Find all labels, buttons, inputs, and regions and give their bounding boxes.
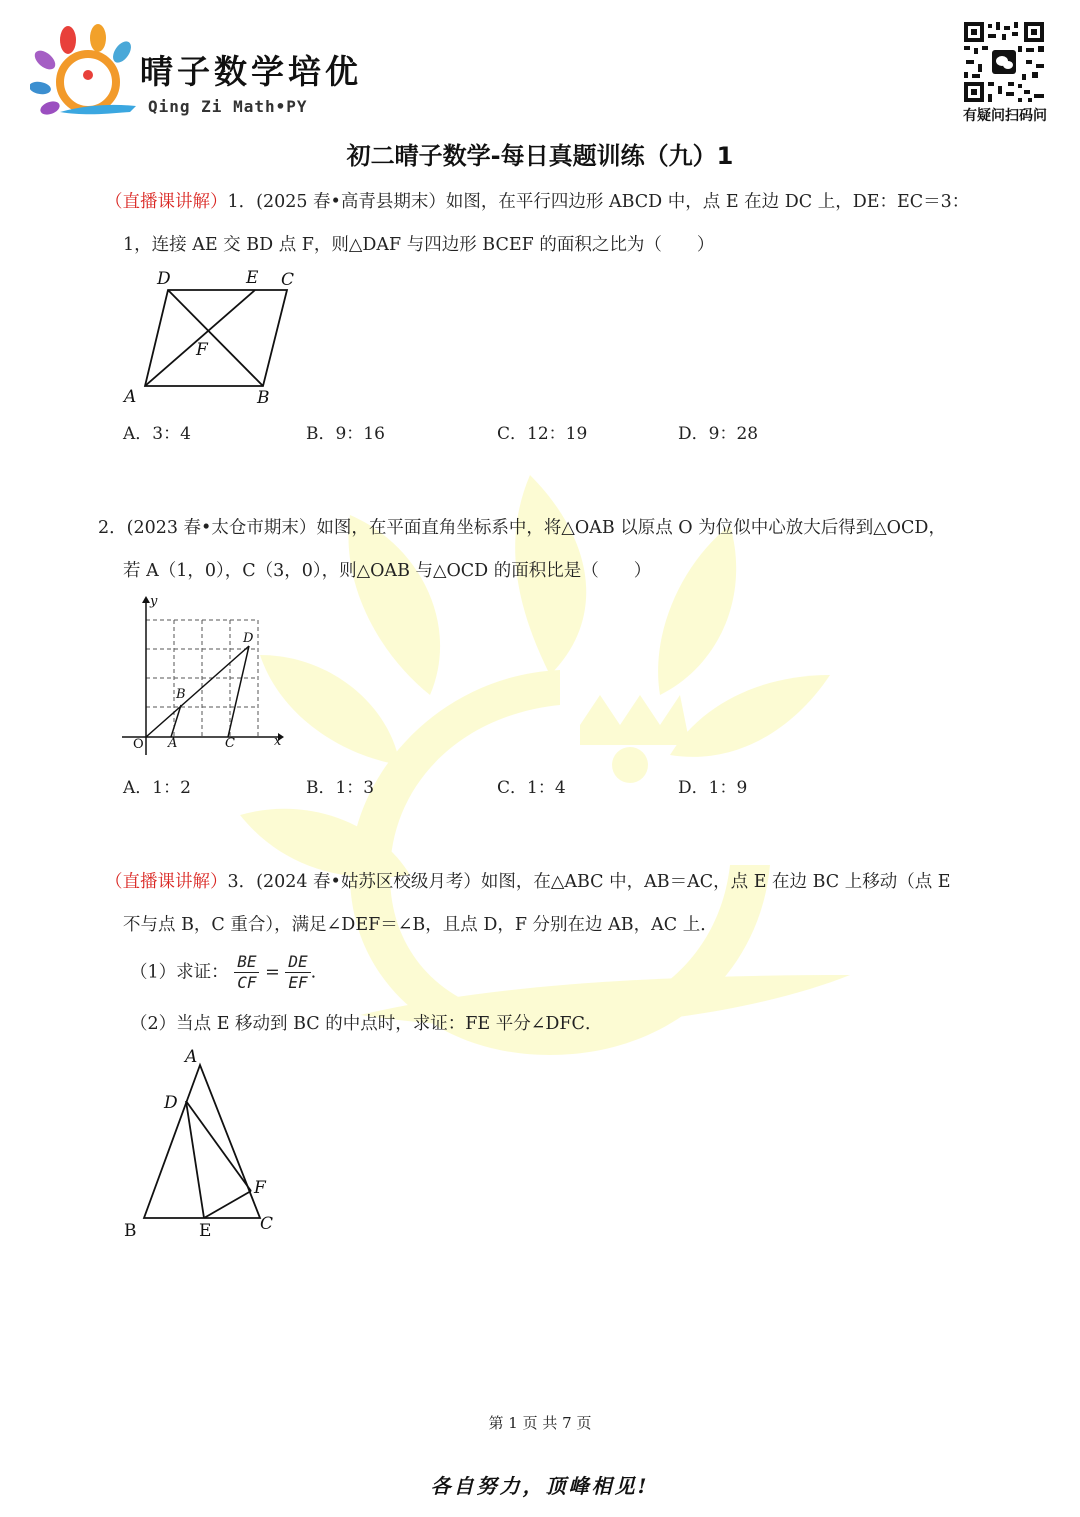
q1-stem-1: 1．(2025 春•高青县期末）如图，在平行四边形 ABCD 中，点 E 在边 DC 上，DE：EC＝3： [227,192,970,212]
q1-label-A: A [124,387,137,407]
q3-label-A: A [185,1047,198,1067]
q3-line1 [105,870,951,894]
q1-option-c[interactable]: C．12：19 [497,424,588,444]
q3-triangle-figure [118,1045,288,1245]
q3-label-C: C [260,1214,274,1234]
q1-label-C: C [281,270,295,290]
q2-label-D: D [243,631,254,646]
brand-logo [30,20,140,120]
q2-label-A: A [168,736,178,751]
q1-tag: （直播课讲解） [105,192,228,212]
qr-caption: 有疑问扫码问 [963,108,1047,124]
q1-label-D: D [157,269,171,289]
q1-option-d[interactable]: D．9：28 [678,424,759,444]
page-number: 第 1 页 共 7 页 [488,1414,592,1432]
q2-option-d[interactable]: D．1：9 [678,778,748,798]
q1-label-E: E [246,268,259,288]
q1-label-F: F [196,340,208,360]
q2-label-x: x [274,734,282,749]
q3-part1 [130,952,316,993]
q3-stem-1: 3．(2024 春•姑苏区校级月考）如图，在△ABC 中，AB＝AC，点 E 在边 BC 上移动（点 E [227,872,951,892]
q2-stem-1: 2．(2023 春•太仓市期末）如图，在平面直角坐标系中，将△OAB 以原点 O 为位似中心放大后得到△OCD， [98,518,946,538]
q3-label-F: F [254,1178,266,1198]
q3-label-D: D [164,1093,178,1113]
qr-code[interactable] [962,20,1046,104]
q2-label-C: C [225,736,235,751]
q3-label-E: E [199,1221,212,1241]
q3-frac2-numerator: DE [285,952,310,973]
q3-frac1-numerator: BE [234,952,259,973]
q2-option-b[interactable]: B．1：3 [306,778,375,798]
q3-part1-prefix: （1）求证： [130,962,229,983]
q3-fraction-de-ef [285,952,310,993]
q3-frac2-denominator: EF [288,973,308,992]
q2-label-y: y [150,594,158,609]
q3-frac1-denominator: CF [237,973,257,992]
q2-stem-2: 若 A（1，0），C（3，0），则△OAB 与△OCD 的面积比是（ ） [123,561,652,581]
q1-option-a[interactable]: A．3：4 [123,424,191,444]
q1-line1 [105,190,969,214]
brand-name-en: Qing Zi Math•PY [148,97,308,116]
q3-stem-2: 不与点 B，C 重合），满足∠DEF＝∠B，且点 D，F 分别在边 AB，AC 上． [123,915,718,935]
q3-part2: （2）当点 E 移动到 BC 的中点时，求证：FE 平分∠DFC． [130,1014,603,1034]
q1-label-B: B [257,388,270,408]
watermark-logo [230,455,860,1055]
q2-option-a[interactable]: A．1：2 [123,778,191,798]
q2-label-O: O [133,737,144,752]
q2-label-B: B [176,687,186,702]
q3-tag: （直播课讲解） [105,872,228,892]
q3-label-B: B [124,1221,137,1241]
q3-part1-end: . [310,962,317,983]
q1-option-b[interactable]: B．9：16 [306,424,385,444]
q3-equals: = [265,962,280,983]
page-title: 初二晴子数学-每日真题训练（九）1 [346,142,734,170]
slogan: 各自努力，顶峰相见! [430,1474,650,1498]
brand-name-cn: 晴子数学培优 [140,52,362,91]
q2-option-c[interactable]: C．1：4 [497,778,566,798]
q2-coordinate-figure [122,595,292,755]
q3-fraction-be-cf [234,952,259,993]
q1-parallelogram-figure [115,262,315,412]
q1-stem-2: 1，连接 AE 交 BD 点 F，则△DAF 与四边形 BCEF 的面积之比为（ ） [123,235,715,255]
